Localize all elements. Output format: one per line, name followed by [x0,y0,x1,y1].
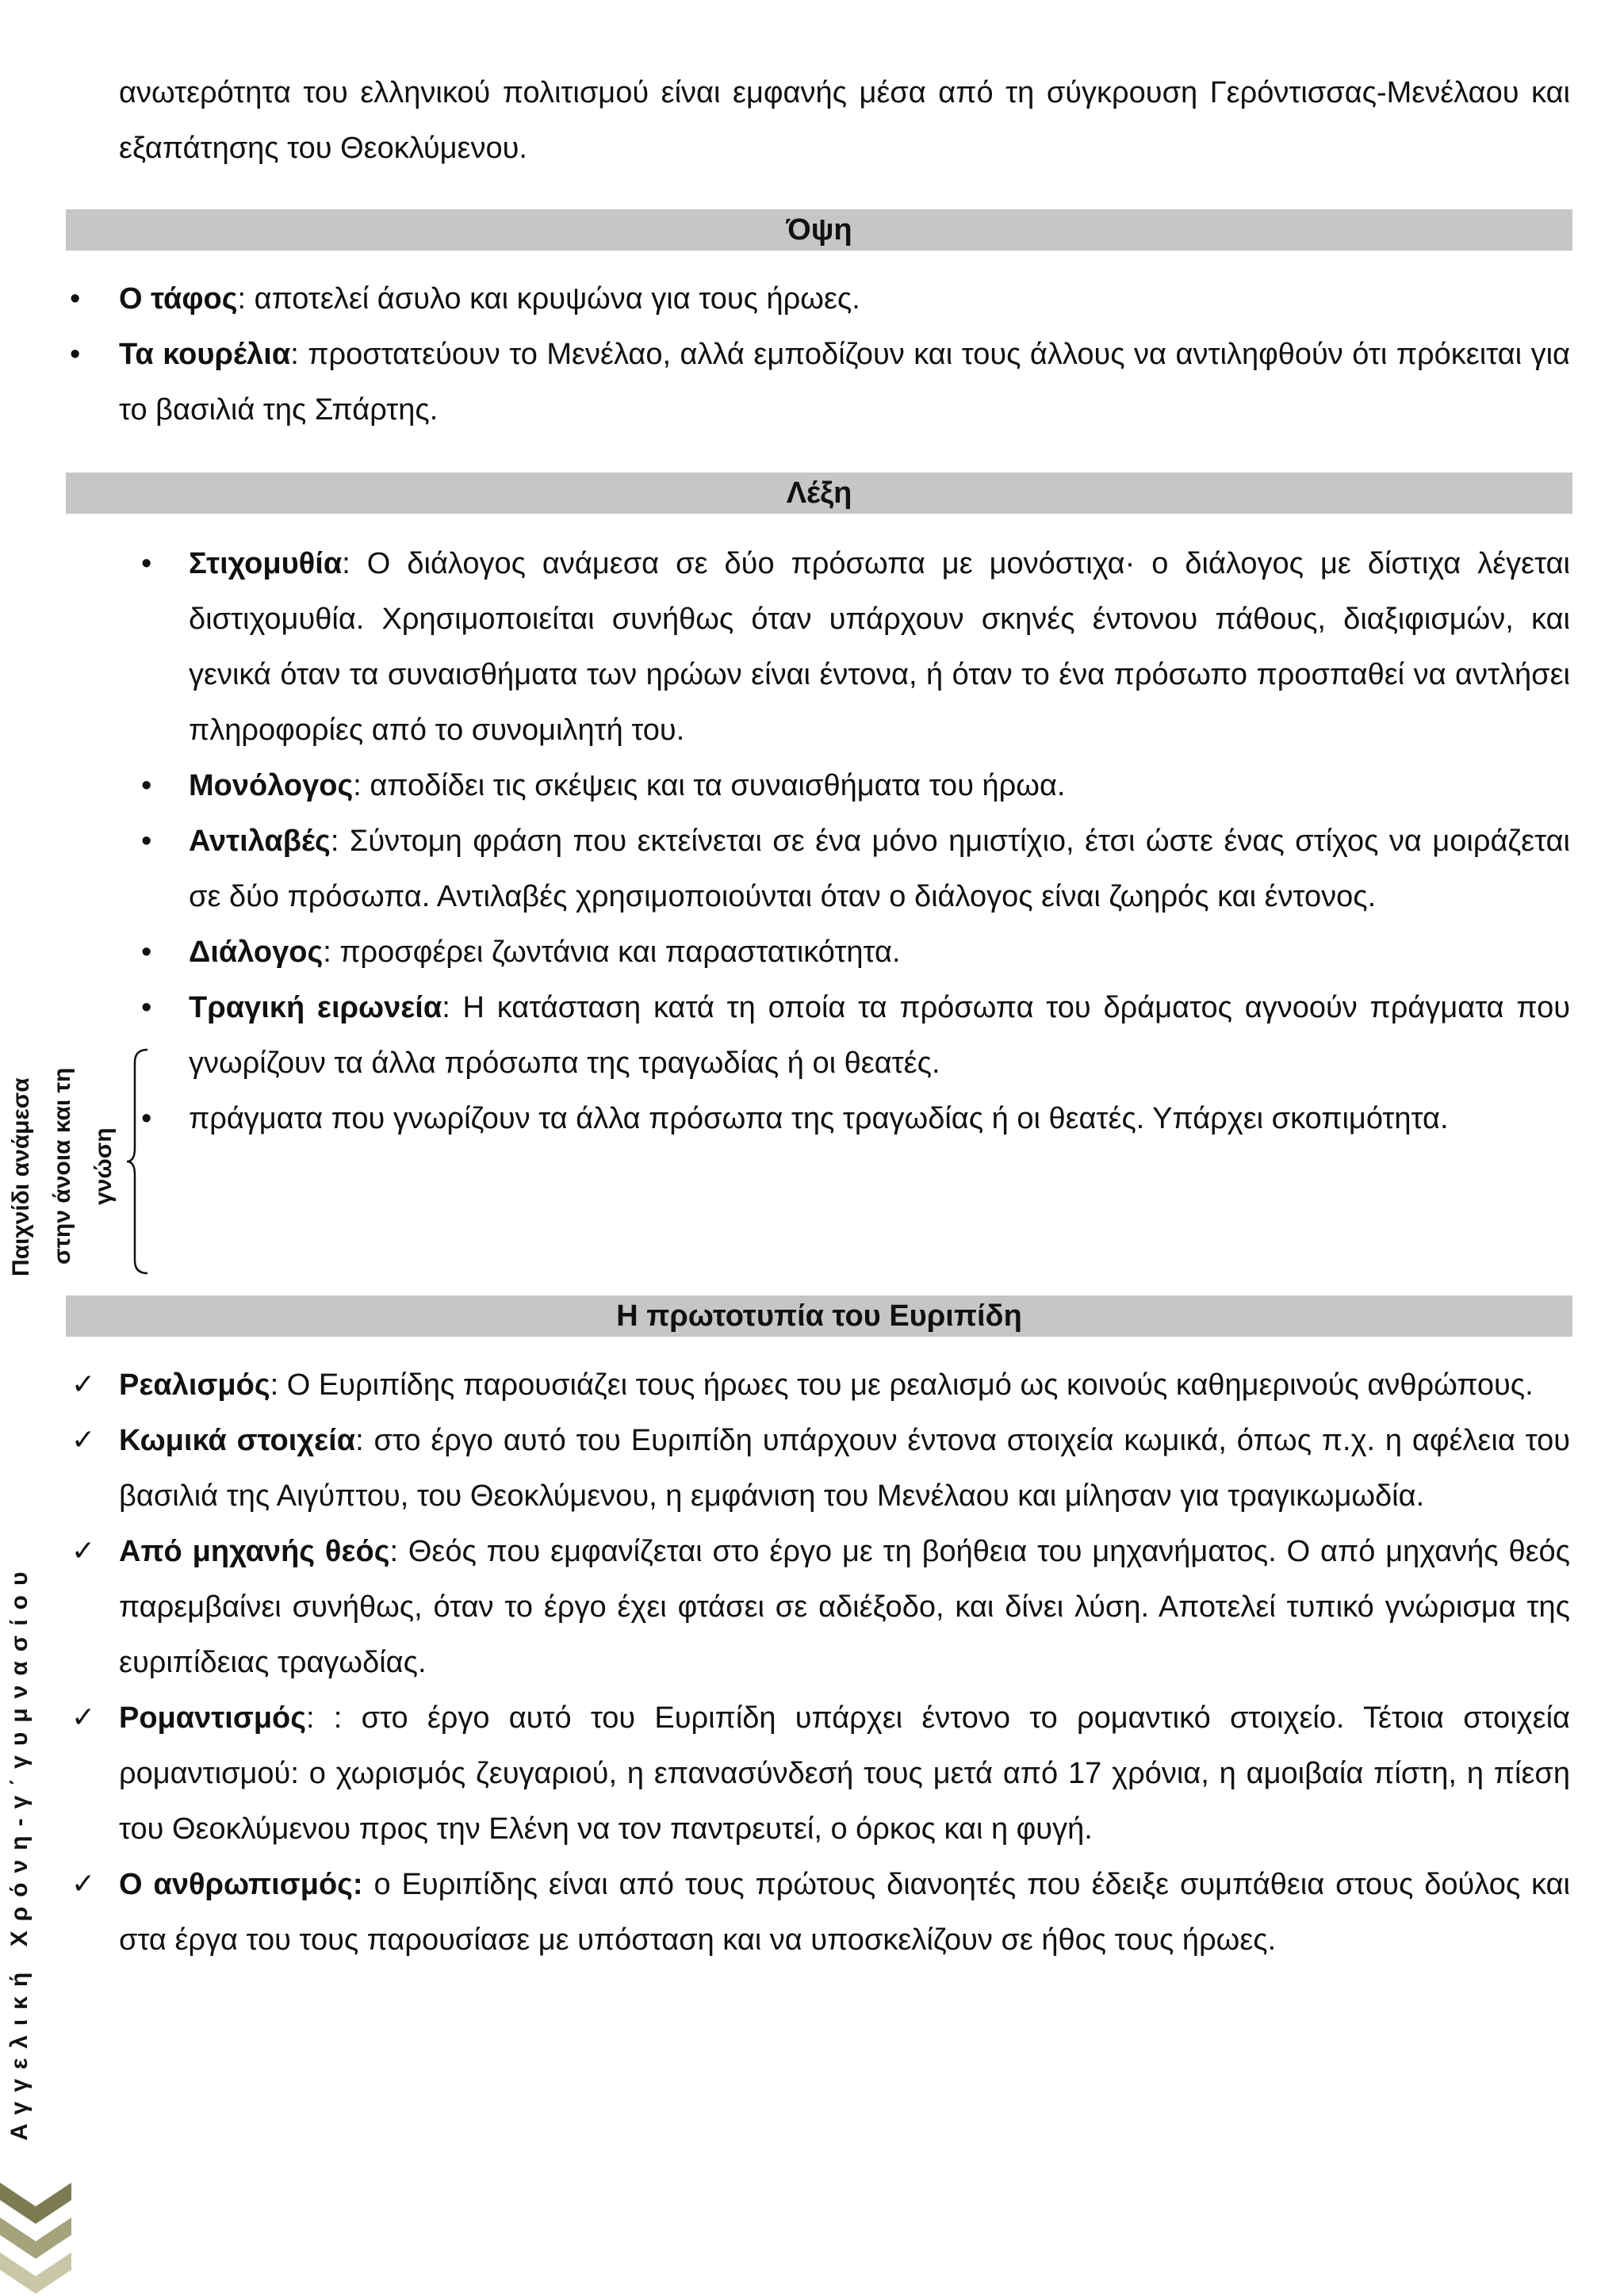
list-item [0,1413,1570,1524]
side-note-line: Παιχνίδι ανάμεσα [8,1077,34,1276]
definition: : στο έργο αυτό του Ευριπίδη υπάρχουν έντονα στοιχεία κωμικά, όπως π.χ. η αφέλεια του βασιλιά της Αιγύπτου, του Θεοκλύμενου, η εμφάνιση του Μενέλαου και μίλησαν για τραγικωμωδία. [119,1424,1570,1513]
intro-paragraph: ανωτερότητα του ελληνικού πολιτισμού είναι εμφανής μέσα από τη σύγκρουση Γερόντισσας-Μενέλαου και εξαπάτησης του Θεοκλύμενου. [119,76,1570,165]
list-item [0,271,1570,327]
definition: : αποτελεί άσυλο και κρυψώνα για τους ήρωες. [237,282,860,316]
definition: : προστατεύουν το Μενέλαο, αλλά εμποδίζουν και τους άλλους να αντιληφθούν ότι πρόκειται για το βασιλιά της Σπάρτης. [119,338,1570,427]
list-item [0,1357,1570,1413]
list-item [0,813,1570,924]
chevron-down-icon [0,2176,71,2295]
definition: : Θεός που εμφανίζεται στο έργο με τη βοήθεια του μηχανήματος. Ο από μηχανής θεός παρεμβαίνει συνήθως, όταν το έργο έχει φτάσει σε αδιέξοδο, και δίνει λύση. Αποτελεί τυπικό γνώρισμα της ευριπίδειας τραγωδίας. [119,1535,1570,1679]
term: Ρομαντισμός [119,1701,307,1735]
term: Διάλογος [189,936,324,969]
originality-list [0,1357,1570,1968]
list-item [0,1524,1570,1690]
definition: ο Ευριπίδης είναι από τους πρώτους διανοητές που έδειξε συμπάθεια στους δούλος και στα έργα του τους παρουσίασε με υπόσταση και να υποσκελίζουν σε ήθος τους ήρωες. [119,1868,1570,1957]
term: Από μηχανής θεός [119,1535,390,1568]
section-heading-opsi: Όψη [66,209,1572,251]
list-item [0,1857,1570,1968]
definition: : Ο διάλογος ανάμεσα σε δύο πρόσωπα με μονόστιχα· ο διάλογος με δίστιχα λέγεται διστιχομυθία. Χρησιμοποιείται συνήθως όταν υπάρχουν σκηνές έντονου πάθους, διαξιφισμών, και γενικά όταν τα συναισθήματα των ηρώων είναι έντονα, ή όταν το ένα πρόσωπο προσπαθεί να αντλήσει πληροφορίες από το συνομιλητή του. [189,547,1570,747]
lexi-list [0,536,1570,1146]
section-heading-originality: Η πρωτοτυπία του Ευριπίδη [66,1295,1572,1337]
list-item [0,327,1570,438]
term: Αντιλαβές [189,825,331,858]
definition: πράγματα που γνωρίζουν τα άλλα πρόσωπα της τραγωδίας ή οι θεατές. Υπάρχει σκοπιμότητα. [189,1102,1449,1135]
definition: : αποδίδει τις σκέψεις και τα συναισθήματα του ήρωα. [353,769,1066,802]
list-item [0,924,1570,980]
list-item [0,980,1570,1091]
list-item [0,758,1570,813]
term: Ο ανθρωπισμός: [119,1868,363,1901]
section-heading-lexi: Λέξη [66,473,1572,514]
author-vertical-text: Αγγελική Χρόνη-γ΄γυμνασίου [6,1562,33,2141]
term: Τραγική ειρωνεία [189,991,442,1024]
side-note-line: στην άνοια και τη [49,1067,75,1265]
term: Στιχομυθία [189,547,343,580]
curly-brace-icon [125,1047,149,1276]
definition: : Σύντομη φράση που εκτείνεται σε ένα μόνο ημιστίχιο, έτσι ώστε ένας στίχος να μοιράζεται σε δύο πρόσωπα. Αντιλαβές χρησιμοποιούνται όταν ο διάλογος είναι ζωηρός και έντονος. [189,825,1570,913]
definition: : : στο έργο αυτό του Ευριπίδη υπάρχει έντονο το ρομαντικό στοιχείο. Τέτοια στοιχεία ρομαντισμού: ο χωρισμός ζευγαριού, η επανασύνδεσή τους μετά από 17 χρόνια, η αμοιβαία πίστη, η πίεση του Θεοκλύμενου προς την Ελένη να τον παντρευτεί, ο όρκος και η φυγή. [119,1701,1570,1846]
opsi-list [0,271,1570,438]
term: Ρεαλισμός [119,1368,270,1402]
term: Μονόλογος [189,769,354,802]
list-item [0,1091,1570,1146]
side-note-line: γνώση [90,1127,117,1205]
term: Κωμικά στοιχεία [119,1424,356,1457]
definition: : προσφέρει ζωντάνια και παραστατικότητα. [323,936,901,969]
term: Ο τάφος [119,282,238,316]
list-item [0,536,1570,758]
term: Τα κουρέλια [119,338,291,371]
list-item [0,1690,1570,1857]
definition: : Η κατάσταση κατά τη οποία τα πρόσωπα του δράματος αγνοούν πράγματα που γνωρίζουν τα άλλα πρόσωπα της τραγωδίας ή οι θεατές. [189,991,1570,1080]
definition: : Ο Ευριπίδης παρουσιάζει τους ήρωες του με ρεαλισμό ως κοινούς καθημερινούς ανθρώπους. [270,1368,1534,1402]
side-note [8,1047,127,1276]
